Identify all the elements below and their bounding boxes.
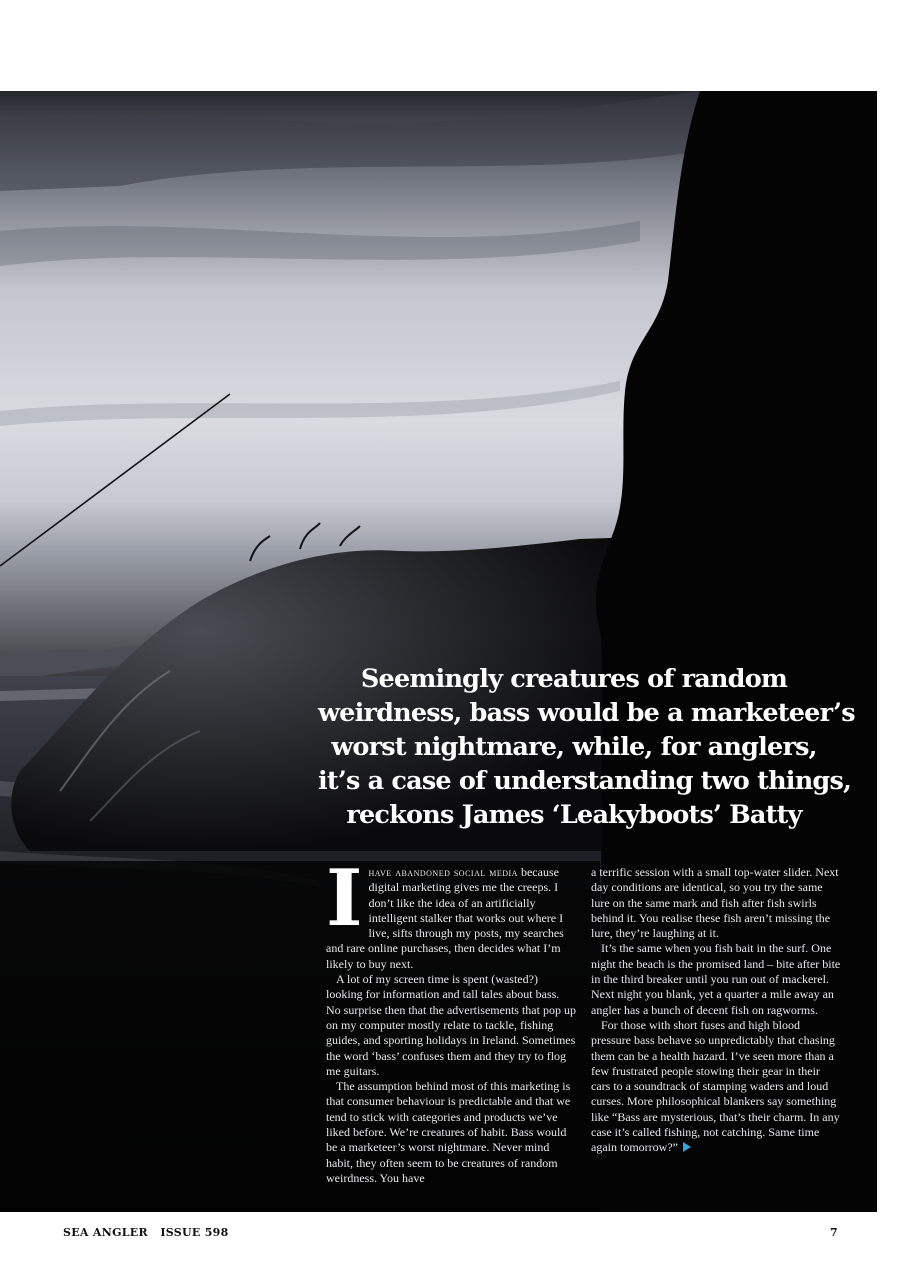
article-paragraph: It’s the same when you fish bait in the surf. One night the beach is the promised land – bite after bite in the third breaker until you run out of mackerel. Next night you blank, yet a quarter a mile away an angler has a bunch of decent fish on ragworms. [591,941,841,1017]
issue-number: ISSUE 598 [160,1226,229,1239]
article-column-right [591,865,841,1156]
paragraph-text: For those with short fuses and high blood pressure bass behave so unpredictably that chasing them can be a health hazard. I’ve seen more than a few frustrated people stowing their gear in their cars to a soundtrack of stamping waders and loud curses. More philosophical blankers say something like “Bass are mysterious, that’s their charm. In any case it’s called fishing, not catching. Same time again tomorrow?” [591,1017,840,1155]
article-paragraph: A lot of my screen time is spent (wasted?) looking for information and tall tales about bass. No surprise then that the advertisements that pop up on my computer mostly relate to tackle, fishing guides, and sporting holidays in Ireland. Sometimes the word ‘bass’ confuses them and they try to flog me guitars. [326,972,576,1078]
end-of-article-triangle-icon [683,1142,691,1152]
article-paragraph: a terrific session with a small top-water slider. Next day conditions are identical, so you try the same lure on the same mark and fish after fish swirls behind it. You realise these fish aren’t missing the lure, they’re laughing at it. [591,865,839,941]
article-headline [318,662,855,832]
headline-line: it’s a case of understanding two things, [318,766,852,796]
publication-name: SEA ANGLER [63,1226,148,1239]
article-column-left [326,853,576,1186]
headline-line: Seemingly creatures of random [360,664,788,694]
headline-line: weirdness, bass would be a marketeer’s [318,698,855,728]
headline-line: worst nightmare, while, for anglers, [331,732,817,762]
headline-line: reckons James ‘Leakyboots’ Batty [346,800,802,830]
article-paragraph: The assumption behind most of this marketing is that consumer behaviour is predictable and that we tend to stick with categories and products we’ve liked before. We’re creatures of habit. Bass would be a marketeer’s worst nightmare. Never mind habit, they often seem to be creatures of random weirdness. You have [326,1079,571,1185]
running-footer [63,1226,229,1239]
paragraph-text: because digital marketing gives me the creeps. I don’t like the idea of an artificially intelligent stalker that works out where I live, sifts through my posts, my searches and rare online purchases, then decides what I’m likely to buy next. [326,865,564,971]
drop-cap: I [326,853,363,944]
page-number: 7 [830,1226,838,1239]
article-paragraph [591,1018,841,1156]
article-paragraph [326,853,576,972]
lead-in-caps: have abandoned social media [368,865,518,879]
